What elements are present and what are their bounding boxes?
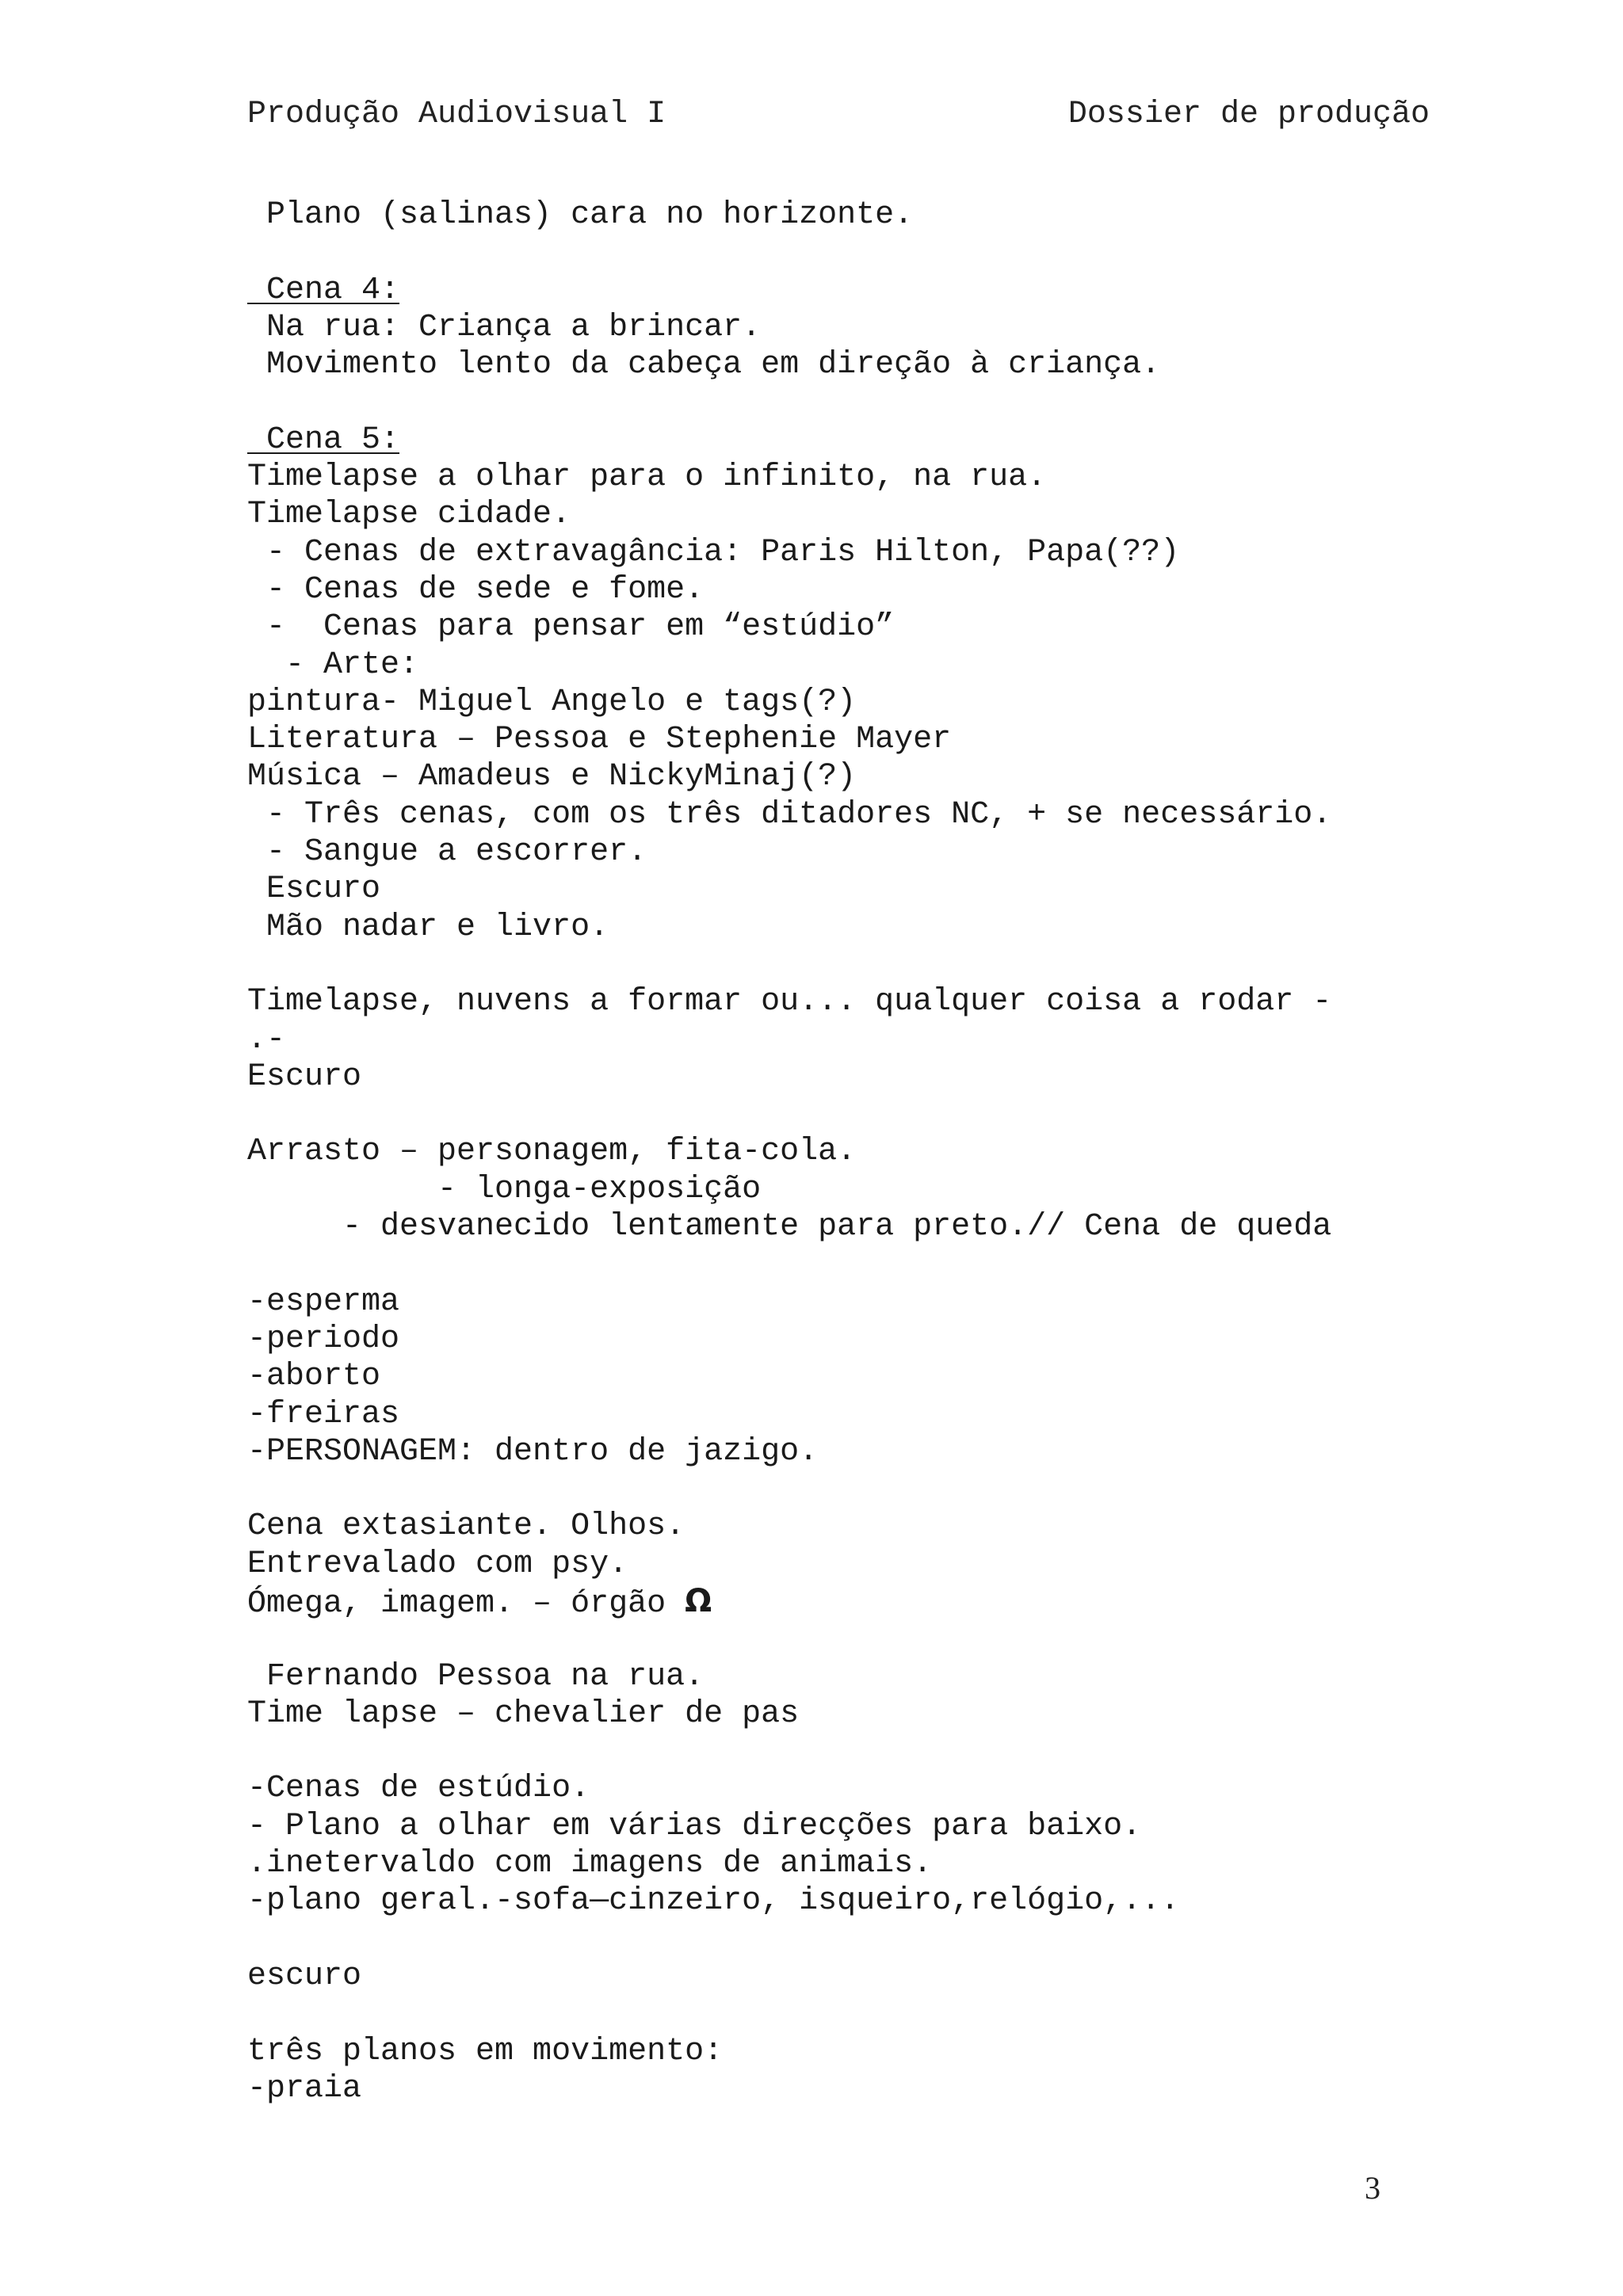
text-line: Cena extasiante. Olhos. — [247, 1508, 685, 1545]
text-line: Fernando Pessoa na rua. — [247, 1658, 705, 1695]
text-line: .inetervaldo com imagens de animais. — [247, 1846, 933, 1882]
text-line: escuro — [247, 1958, 362, 1994]
blank-line — [247, 1995, 1452, 2032]
scene-heading-text: Cena 5: — [247, 421, 400, 458]
blank-line — [247, 946, 1452, 983]
page-number: 3 — [1365, 2170, 1381, 2206]
text-line: Literatura – Pessoa e Stephenie Mayer — [247, 722, 952, 758]
blank-line — [247, 383, 1452, 421]
blank-line — [247, 1096, 1452, 1133]
text-line: Timelapse, nuvens a formar ou... qualquer coisa a rodar - — [247, 984, 1332, 1020]
text-line: - longa-exposição — [247, 1171, 762, 1207]
text-line: -esperma — [247, 1283, 400, 1320]
omega-line-text: Ómega, imagem. – órgão — [247, 1585, 685, 1622]
blank-line — [247, 1470, 1452, 1508]
text-line: -plano geral.-sofa—cinzeiro, isqueiro,relógio,... — [247, 1883, 1180, 1920]
text-line: -periodo — [247, 1321, 400, 1357]
text-line: Arrasto – personagem, fita-cola. — [247, 1134, 857, 1170]
script-notes — [247, 196, 1452, 2107]
text-line: Movimento lento da cabeça em direção à criança. — [247, 347, 1161, 383]
text-line: - Plano a olhar em várias direcções para baixo. — [247, 1808, 1142, 1844]
text-line: -freiras — [247, 1396, 400, 1432]
text-line: - desvanecido lentamente para preto.// Cena de queda — [247, 1209, 1332, 1245]
blank-line — [247, 1920, 1452, 1958]
text-line: Escuro — [247, 871, 381, 908]
scene-heading-text: Cena 4: — [247, 272, 400, 308]
text-line: - Três cenas, com os três ditadores NC, + se necessário. — [247, 796, 1332, 833]
omega-line — [247, 1583, 1452, 1620]
header-document-title: Dossier de produção — [1067, 97, 1430, 132]
blank-line — [247, 1733, 1452, 1770]
text-line: Timelapse a olhar para o infinito, na rua. — [247, 460, 1047, 496]
text-line: -Cenas de estúdio. — [247, 1771, 590, 1807]
text-line: - Arte: — [247, 646, 419, 683]
page-header — [247, 97, 1430, 136]
text-line: - Sangue a escorrer. — [247, 834, 647, 871]
text-line: Escuro — [247, 1058, 362, 1095]
scene-heading — [247, 272, 1452, 309]
text-line: pintura- Miguel Angelo e tags(?) — [247, 684, 857, 720]
text-line: - Cenas para pensar em “estúdio” — [247, 609, 895, 646]
text-line: Entrevalado com psy. — [247, 1546, 628, 1582]
text-line: - Cenas de extravagância: Paris Hilton, Papa(??) — [247, 534, 1180, 570]
blank-line — [247, 234, 1452, 271]
header-course-title: Produção Audiovisual I — [247, 97, 666, 132]
text-line: Mão nadar e livro. — [247, 909, 609, 945]
text-line: - Cenas de sede e fome. — [247, 571, 705, 608]
text-line: .- — [247, 1021, 286, 1058]
text-line: -aborto — [247, 1359, 381, 1395]
blank-line — [247, 1620, 1452, 1657]
text-line: Música – Amadeus e NickyMinaj(?) — [247, 759, 857, 795]
text-line: Time lapse – chevalier de pas — [247, 1695, 800, 1732]
text-line: -PERSONAGEM: dentro de jazigo. — [247, 1433, 819, 1470]
text-line: Plano (salinas) cara no horizonte. — [247, 197, 914, 233]
text-line: Timelapse cidade. — [247, 497, 571, 533]
text-line: -praia — [247, 2070, 362, 2107]
scene-heading — [247, 421, 1452, 459]
text-line: três planos em movimento: — [247, 2033, 724, 2069]
omega-symbol: Ω — [685, 1582, 712, 1619]
blank-line — [247, 1245, 1452, 1283]
text-line: Na rua: Criança a brincar. — [247, 309, 762, 345]
